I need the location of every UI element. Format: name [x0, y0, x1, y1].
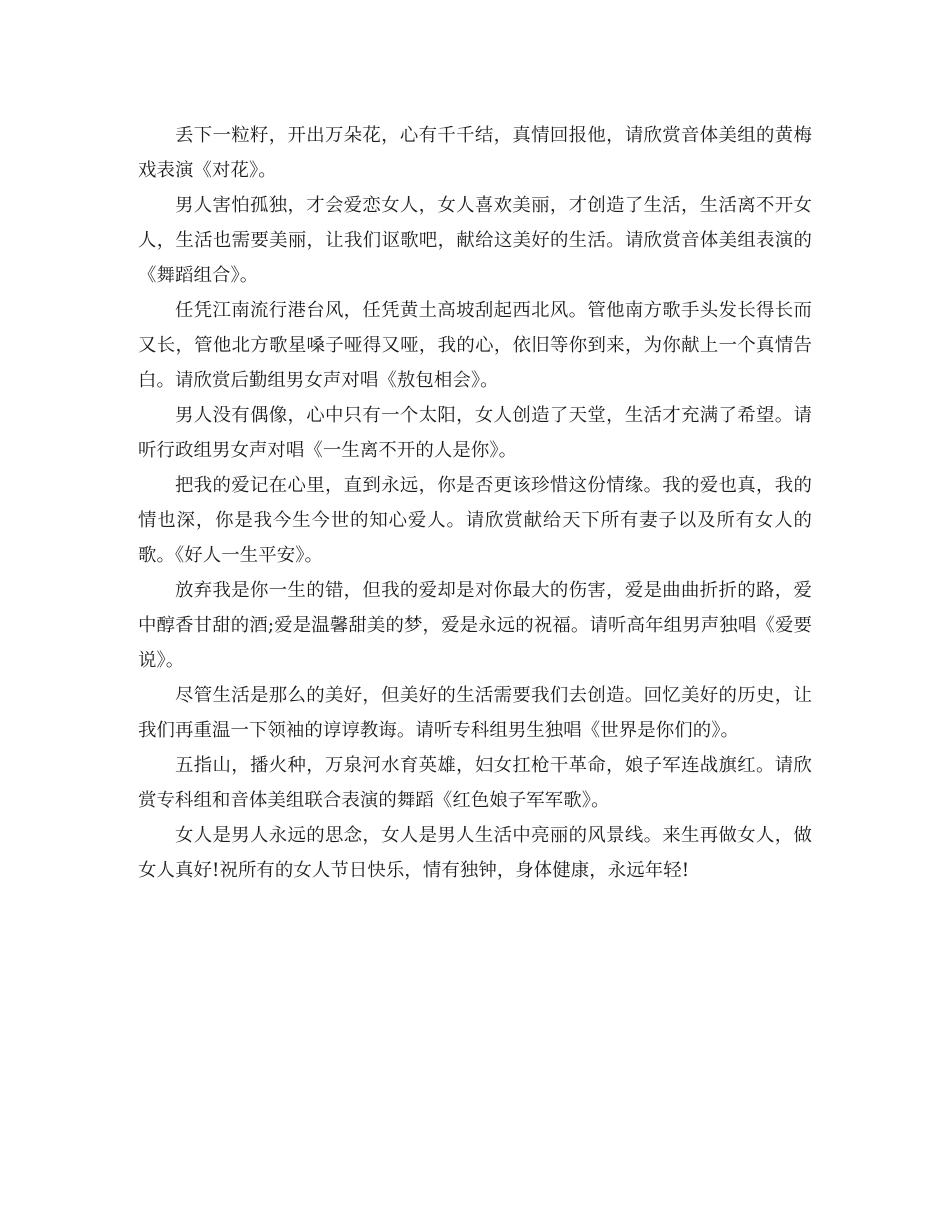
paragraph-5: 把我的爱记在心里，直到永远，你是否更该珍惜这份情缘。我的爱也真，我的情也深，你是我今生今世的知心爱人。请欣赏献给天下所有妻子以及所有女人的歌。《好人一生平安》。	[138, 475, 812, 566]
paragraph-1: 丢下一粒籽，开出万朵花，心有千千结，真情回报他，请欣赏音体美组的黄梅戏表演《对花》。	[138, 125, 812, 181]
paragraph-6: 放弃我是你一生的错，但我的爱却是对你最大的伤害，爱是曲曲折折的路，爱中醇香甘甜的酒;爱是温馨甜美的梦，爱是永远的祝福。请听高年组男声独唱《爱要说》。	[138, 580, 812, 671]
paragraph-7: 尽管生活是那么的美好，但美好的生活需要我们去创造。回忆美好的历史，让我们再重温一下领袖的谆谆教诲。请听专科组男生独唱《世界是你们的》。	[138, 685, 812, 741]
paragraph-3: 任凭江南流行港台风，任凭黄土高坡刮起西北风。管他南方歌手头发长得长而又长，管他北方歌星嗓子哑得又哑，我的心，依旧等你到来，为你献上一个真情告白。请欣赏后勤组男女声对唱《敖包相会》。	[138, 300, 812, 391]
paragraph-2: 男人害怕孤独，才会爱恋女人，女人喜欢美丽，才创造了生活，生活离不开女人，生活也需要美丽，让我们讴歌吧，献给这美好的生活。请欣赏音体美组表演的《舞蹈组合》。	[138, 195, 812, 286]
document-body	[138, 118, 812, 888]
paragraph-9: 女人是男人永远的思念，女人是男人生活中亮丽的风景线。来生再做女人，做女人真好!祝所有的女人节日快乐，情有独钟，身体健康，永远年轻!	[138, 825, 812, 881]
paragraph-4: 男人没有偶像，心中只有一个太阳，女人创造了天堂，生活才充满了希望。请听行政组男女声对唱《一生离不开的人是你》。	[138, 405, 812, 461]
paragraph-8: 五指山，播火种，万泉河水育英雄，妇女扛枪干革命，娘子军连战旗红。请欣赏专科组和音体美组联合表演的舞蹈《红色娘子军军歌》。	[138, 755, 812, 811]
